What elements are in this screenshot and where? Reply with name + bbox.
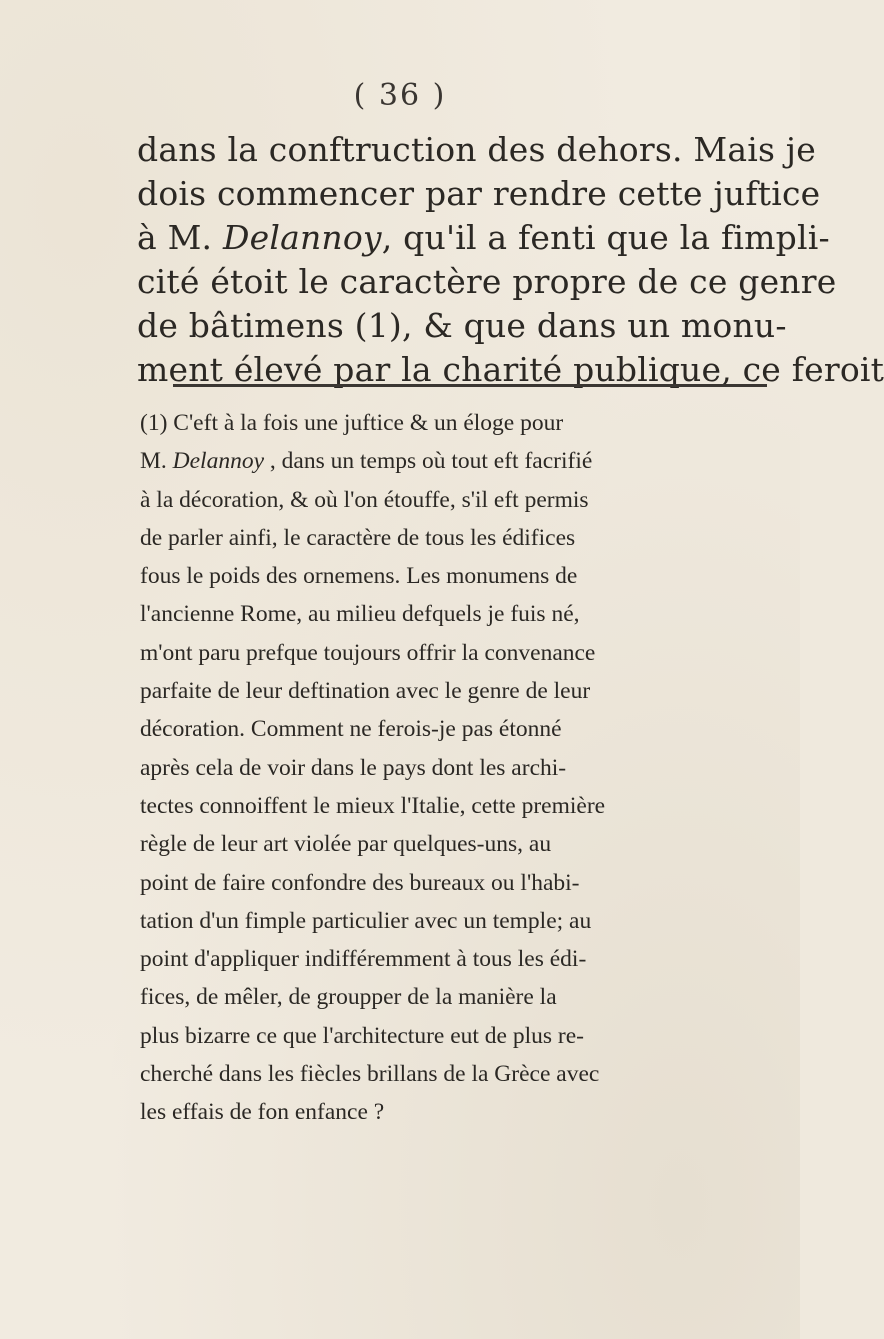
footnote-line: parfaite de leur deftination avec le genre de leur [140,678,591,705]
main-text-line: de bâtimens (1), & que dans un monu- [137,306,787,345]
footnote-divider [173,384,767,387]
footnote-line: tation d'un fimple particulier avec un temple; au [140,907,592,934]
footnote-line: cherché dans les fiècles brillans de la Grèce avec [140,1061,600,1088]
main-text-block [137,128,884,392]
footnote-line: règle de leur art violée par quelques-uns, au [140,831,552,858]
footnote-line: point de faire confondre des bureaux ou l'habi- [140,869,580,896]
main-text-line: cité étoit le caractère propre de ce genre [137,262,837,301]
footnote-line: à la décoration, & où l'on étouffe, s'il eft permis [140,486,589,513]
line-text: M. [140,448,173,475]
page-number: ( 36 ) [353,78,447,113]
footnote-line [140,442,800,480]
italic-name: Delannoy [172,448,265,475]
footnote-line: l'ancienne Rome, au milieu defquels je fuis né, [140,601,580,628]
main-text-line [137,216,830,260]
main-text-line: dois commencer par rendre cette juftice [137,174,821,213]
line-text: à M. [137,218,223,257]
footnote-line: (1) C'eft à la fois une juftice & un éloge pour [140,410,564,436]
main-text-line: ment élevé par la charité publique, ce feroit [137,350,884,389]
main-text-line: dans la conftruction des dehors. Mais je [137,130,816,169]
footnote-line: tectes connoiffent le mieux l'Italie, cette première [140,792,606,819]
italic-name: Delannoy [222,218,382,257]
footnote-line: les effais de fon enfance ? [140,1099,385,1126]
footnote-line: de parler ainfi, le caractère de tous les édifices [140,524,576,551]
footnote-line: décoration. Comment ne ferois-je pas étonné [140,716,562,743]
line-text: , qu'il a fenti que la fimpli- [381,218,830,257]
footnote-line: fices, de mêler, de groupper de la manière la [140,984,557,1011]
footnote-line: après cela de voir dans le pays dont les archi- [140,754,567,781]
line-text: , dans un temps où tout eft facrifié [264,448,593,475]
footnote-block [140,404,800,1132]
footnote-line: m'ont paru prefque toujours offrir la convenance [140,639,596,666]
footnote-line: fous le poids des ornemens. Les monumens de [140,563,578,590]
footnote-line: point d'appliquer indifféremment à tous les édi- [140,946,587,973]
footnote-line: plus bizarre ce que l'architecture eut de plus re- [140,1022,584,1049]
